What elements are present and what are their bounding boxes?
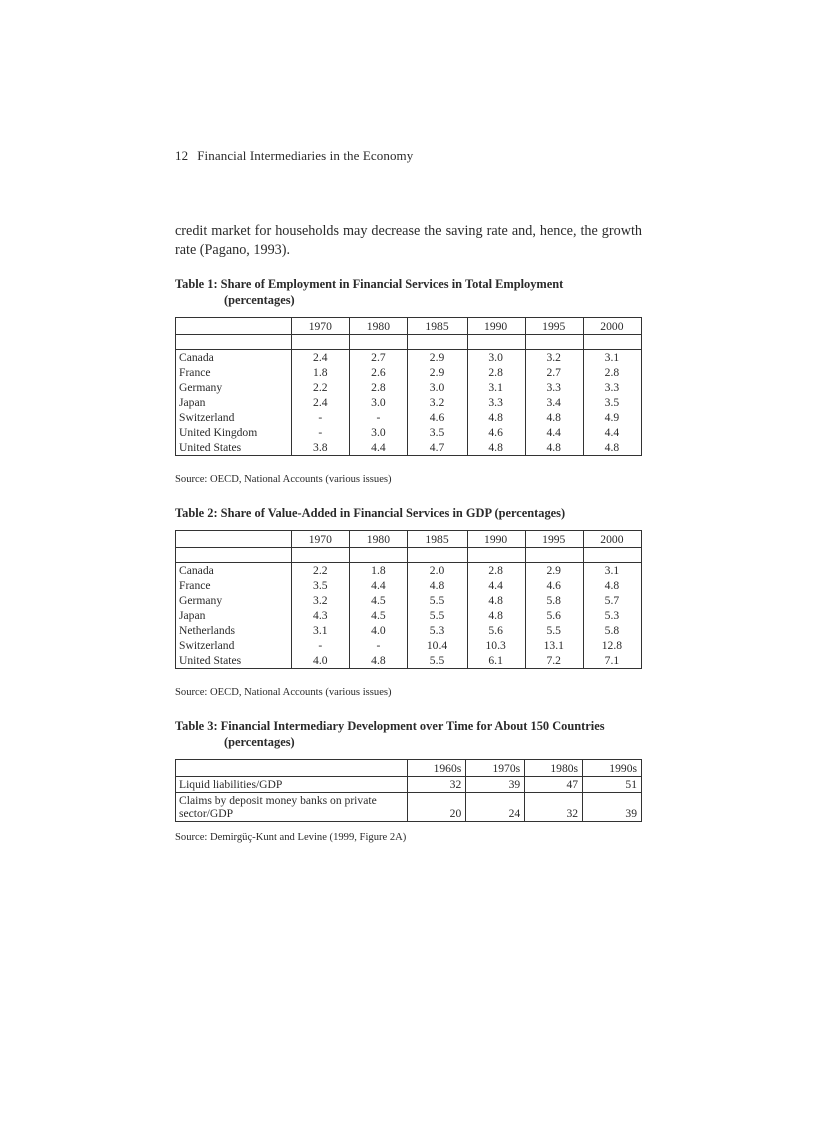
cell-value: 4.8	[583, 440, 641, 456]
table2-spacer-cell	[467, 548, 525, 563]
table2-spacer-cell	[525, 548, 583, 563]
cell-value: 4.8	[525, 410, 583, 425]
table2-spacer-cell	[350, 548, 408, 563]
table1-spacer-cell	[292, 335, 350, 350]
table3-decade-header: 1960s	[408, 760, 466, 777]
row-label: France	[176, 578, 292, 593]
table1-spacer-cell	[350, 335, 408, 350]
row-label: Germany	[176, 593, 292, 608]
cell-value: 4.0	[292, 653, 350, 669]
row-label: Netherlands	[176, 623, 292, 638]
row-label: Germany	[176, 380, 292, 395]
cell-value: 4.4	[467, 578, 525, 593]
cell-value: 6.1	[467, 653, 525, 669]
table1-spacer-cell	[525, 335, 583, 350]
table2-year-header: 1990	[467, 531, 525, 548]
row-label: United States	[176, 440, 292, 456]
table3-source: Source: Demirgüç-Kunt and Levine (1999, Figure 2A)	[175, 832, 407, 843]
cell-value: 2.9	[408, 350, 467, 366]
cell-value: 32	[408, 777, 466, 793]
cell-value: 4.8	[525, 440, 583, 456]
table3-decade-header: 1990s	[583, 760, 642, 777]
row-label: Switzerland	[176, 410, 292, 425]
row-label: United Kingdom	[176, 425, 292, 440]
cell-value: 5.5	[525, 623, 583, 638]
cell-value: 2.4	[292, 395, 350, 410]
cell-value: -	[292, 410, 350, 425]
table2-spacer-cell	[583, 548, 641, 563]
cell-value: 2.7	[525, 365, 583, 380]
table1-spacer-row	[176, 335, 642, 350]
cell-value: -	[350, 638, 408, 653]
cell-value: 4.8	[350, 653, 408, 669]
table3-caption	[175, 718, 655, 750]
table-row	[176, 608, 642, 623]
running-head	[175, 148, 413, 164]
cell-value: 4.4	[350, 440, 408, 456]
cell-value: 4.7	[408, 440, 467, 456]
table-row	[176, 380, 642, 395]
table3-caption-title: Table 3: Financial Intermediary Development over Time for About 150 Countries	[175, 719, 605, 733]
table2-year-header: 1980	[350, 531, 408, 548]
row-label: Switzerland	[176, 638, 292, 653]
table1-caption	[175, 276, 655, 308]
row-label: Canada	[176, 563, 292, 579]
cell-value: 7.2	[525, 653, 583, 669]
table1-year-header: 2000	[583, 318, 641, 335]
table-row	[176, 623, 642, 638]
table2-header-corner	[176, 531, 292, 548]
table3-header-corner	[176, 760, 408, 777]
cell-value: 3.1	[583, 563, 641, 579]
cell-value: 3.3	[525, 380, 583, 395]
cell-value: 2.9	[408, 365, 467, 380]
table1	[175, 317, 642, 456]
table-row	[176, 440, 642, 456]
cell-value: 7.1	[583, 653, 641, 669]
cell-value: 4.8	[467, 593, 525, 608]
cell-value: 3.5	[408, 425, 467, 440]
table2-year-header: 1985	[408, 531, 467, 548]
table2-spacer-cell	[292, 548, 350, 563]
table2-source: Source: OECD, National Accounts (various issues)	[175, 687, 392, 698]
table1-caption-title: Table 1: Share of Employment in Financial Services in Total Employment	[175, 277, 564, 291]
running-head-title: Financial Intermediaries in the Economy	[197, 148, 414, 163]
table1-spacer-cell	[467, 335, 525, 350]
table2-caption	[175, 505, 655, 521]
table3-header-row	[176, 760, 642, 777]
row-label: Claims by deposit money banks on private sector/GDP	[176, 793, 408, 822]
cell-value: -	[350, 410, 408, 425]
cell-value: 3.1	[292, 623, 350, 638]
row-label: Japan	[176, 608, 292, 623]
cell-value: 5.8	[525, 593, 583, 608]
cell-value: 24	[466, 793, 525, 822]
cell-value: 39	[583, 793, 642, 822]
table-row	[176, 653, 642, 669]
cell-value: 3.3	[467, 395, 525, 410]
cell-value: 4.4	[583, 425, 641, 440]
table-row	[176, 638, 642, 653]
table-row	[176, 425, 642, 440]
cell-value: 2.8	[467, 563, 525, 579]
cell-value: 2.8	[583, 365, 641, 380]
table3-decade-header: 1980s	[525, 760, 583, 777]
cell-value: 3.5	[583, 395, 641, 410]
table-row	[176, 578, 642, 593]
table2-year-header: 2000	[583, 531, 641, 548]
cell-value: 4.4	[350, 578, 408, 593]
table1-year-header: 1995	[525, 318, 583, 335]
cell-value: 20	[408, 793, 466, 822]
table1-caption-unit: (percentages)	[224, 293, 295, 307]
cell-value: 4.9	[583, 410, 641, 425]
cell-value: 39	[466, 777, 525, 793]
cell-value: 2.0	[408, 563, 467, 579]
body-paragraph: credit market for households may decrease the saving rate and, hence, the growth rate (Pagano, 1993).	[175, 223, 642, 258]
cell-value: 3.5	[292, 578, 350, 593]
cell-value: 3.0	[350, 425, 408, 440]
cell-value: 5.7	[583, 593, 641, 608]
cell-value: 51	[583, 777, 642, 793]
cell-value: 3.4	[525, 395, 583, 410]
cell-value: 4.0	[350, 623, 408, 638]
cell-value: 3.2	[408, 395, 467, 410]
table1-year-header: 1990	[467, 318, 525, 335]
cell-value: 2.6	[350, 365, 408, 380]
table2-spacer-cell	[408, 548, 467, 563]
table-row	[176, 410, 642, 425]
cell-value: 1.8	[292, 365, 350, 380]
table3-caption-unit: (percentages)	[224, 735, 295, 749]
cell-value: 4.3	[292, 608, 350, 623]
cell-value: 4.8	[467, 440, 525, 456]
table2-spacer-row	[176, 548, 642, 563]
cell-value: 4.8	[467, 410, 525, 425]
table-row	[176, 793, 642, 822]
cell-value: 2.2	[292, 380, 350, 395]
table1-source: Source: OECD, National Accounts (various issues)	[175, 474, 392, 485]
cell-value: 4.4	[525, 425, 583, 440]
cell-value: -	[292, 425, 350, 440]
table2	[175, 530, 642, 669]
cell-value: 13.1	[525, 638, 583, 653]
cell-value: 47	[525, 777, 583, 793]
table-row	[176, 350, 642, 366]
cell-value: 5.6	[525, 608, 583, 623]
cell-value: 3.2	[292, 593, 350, 608]
cell-value: 4.8	[467, 608, 525, 623]
cell-value: 5.3	[408, 623, 467, 638]
cell-value: 3.3	[583, 380, 641, 395]
cell-value: 10.4	[408, 638, 467, 653]
cell-value: 2.4	[292, 350, 350, 366]
table2-year-header: 1995	[525, 531, 583, 548]
cell-value: 4.8	[408, 578, 467, 593]
cell-value: 5.6	[467, 623, 525, 638]
cell-value: 2.8	[350, 380, 408, 395]
cell-value: 2.8	[467, 365, 525, 380]
cell-value: 2.9	[525, 563, 583, 579]
row-label: France	[176, 365, 292, 380]
row-label: Japan	[176, 395, 292, 410]
cell-value: 4.6	[525, 578, 583, 593]
cell-value: 4.6	[467, 425, 525, 440]
table1-year-header: 1985	[408, 318, 467, 335]
table-row	[176, 563, 642, 579]
cell-value: 1.8	[350, 563, 408, 579]
cell-value: 3.1	[467, 380, 525, 395]
cell-value: 3.1	[583, 350, 641, 366]
cell-value: 5.5	[408, 653, 467, 669]
cell-value: 3.0	[408, 380, 467, 395]
page-number: 12	[175, 148, 189, 163]
table1-year-header: 1980	[350, 318, 408, 335]
cell-value: 32	[525, 793, 583, 822]
cell-value: 3.8	[292, 440, 350, 456]
cell-value: 3.2	[525, 350, 583, 366]
cell-value: 3.0	[467, 350, 525, 366]
table-row	[176, 593, 642, 608]
cell-value: 4.5	[350, 608, 408, 623]
table1-header-corner	[176, 318, 292, 335]
table1-spacer-cell	[408, 335, 467, 350]
cell-value: -	[292, 638, 350, 653]
table1-year-header: 1970	[292, 318, 350, 335]
table1-header-row	[176, 318, 642, 335]
cell-value: 2.2	[292, 563, 350, 579]
cell-value: 4.5	[350, 593, 408, 608]
cell-value: 10.3	[467, 638, 525, 653]
table3-decade-header: 1970s	[466, 760, 525, 777]
table2-year-header: 1970	[292, 531, 350, 548]
cell-value: 5.5	[408, 608, 467, 623]
row-label: Canada	[176, 350, 292, 366]
cell-value: 4.8	[583, 578, 641, 593]
cell-value: 3.0	[350, 395, 408, 410]
cell-value: 4.6	[408, 410, 467, 425]
cell-value: 5.8	[583, 623, 641, 638]
cell-value: 5.5	[408, 593, 467, 608]
row-label: Liquid liabilities/GDP	[176, 777, 408, 793]
cell-value: 5.3	[583, 608, 641, 623]
table2-spacer-cell	[176, 548, 292, 563]
table1-spacer-cell	[176, 335, 292, 350]
cell-value: 12.8	[583, 638, 641, 653]
table1-spacer-cell	[583, 335, 641, 350]
row-label: United States	[176, 653, 292, 669]
table2-header-row	[176, 531, 642, 548]
table2-caption-title: Table 2: Share of Value-Added in Financial Services in GDP (percentages)	[175, 506, 566, 520]
table-row	[176, 395, 642, 410]
table-row	[176, 777, 642, 793]
table-row	[176, 365, 642, 380]
table3	[175, 759, 642, 822]
cell-value: 2.7	[350, 350, 408, 366]
